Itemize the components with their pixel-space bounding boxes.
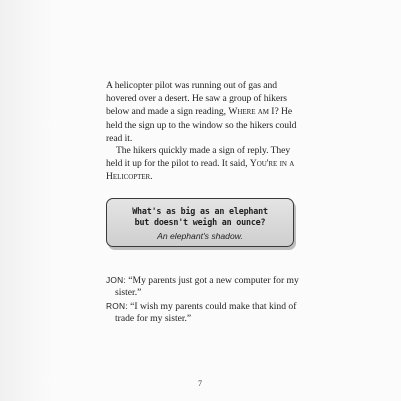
dialogue-text-ron: “I wish my parents could make that kind of trade for my sister.” [115, 301, 297, 325]
riddle-question-line-2: but doesn't weigh an ounce? [134, 217, 266, 227]
riddle-question-line-1: What's as big as an elephant [132, 206, 268, 216]
speaker-label-jon: JON: [106, 275, 126, 285]
page-number: 7 [198, 379, 202, 388]
helicopter-joke-paragraph-2 [106, 144, 300, 184]
joke-text-segment: A helicopter pilot was running out of gas and hovered over a desert. He saw a group of hikers below and made a sign reading, [106, 80, 287, 118]
dialogue-line-jon [106, 274, 300, 300]
dialogue-text-jon: “My parents just got a new computer for my sister.” [115, 275, 299, 299]
speaker-label-ron: RON: [106, 301, 128, 311]
dialogue-line-ron [106, 300, 300, 326]
sign-text-youre-in-a-helicopter: You're in a Helicopter. [106, 158, 295, 183]
sign-text-where-am-i: Where am I? [228, 106, 279, 118]
page-gutter-shade [0, 0, 52, 401]
joke-text-segment: He held the sign up to the window so the hikers could read it. [106, 106, 297, 144]
riddle-question [107, 206, 293, 228]
helicopter-joke-paragraph-1 [106, 79, 300, 145]
joke-text-segment: The hikers quickly made a sign of reply. They held it up for the pilot to read. It said, [106, 145, 291, 170]
riddle-box [106, 198, 294, 247]
riddle-answer: An elephant's shadow. [157, 231, 243, 241]
